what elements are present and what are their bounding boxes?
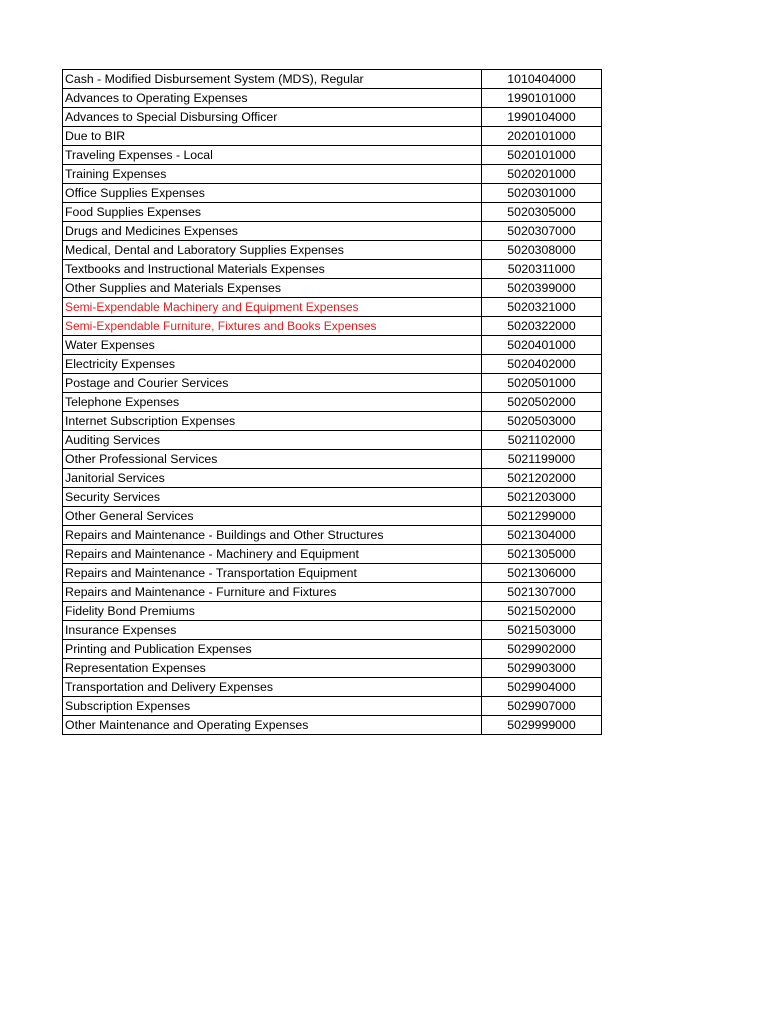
account-code-cell: 5020402000 xyxy=(482,355,602,374)
account-name-cell: Printing and Publication Expenses xyxy=(63,640,482,659)
account-code-cell: 5020401000 xyxy=(482,336,602,355)
account-name-cell: Electricity Expenses xyxy=(63,355,482,374)
table-row xyxy=(63,89,602,108)
account-code-cell: 5021307000 xyxy=(482,583,602,602)
account-code-cell: 5029903000 xyxy=(482,659,602,678)
table-row xyxy=(63,450,602,469)
account-name-cell: Representation Expenses xyxy=(63,659,482,678)
account-code-cell: 5020502000 xyxy=(482,393,602,412)
account-code-cell: 5020501000 xyxy=(482,374,602,393)
table-row xyxy=(63,640,602,659)
table-row xyxy=(63,127,602,146)
table-row xyxy=(63,469,602,488)
account-code-cell: 5021203000 xyxy=(482,488,602,507)
account-code-cell: 5021304000 xyxy=(482,526,602,545)
account-name-cell: Subscription Expenses xyxy=(63,697,482,716)
table-row xyxy=(63,184,602,203)
account-code-table-body xyxy=(63,70,602,735)
account-name-cell: Other Professional Services xyxy=(63,450,482,469)
account-name-cell: Internet Subscription Expenses xyxy=(63,412,482,431)
table-row xyxy=(63,678,602,697)
account-code-cell: 5020503000 xyxy=(482,412,602,431)
account-code-cell: 5021306000 xyxy=(482,564,602,583)
account-code-table xyxy=(62,69,602,735)
table-row xyxy=(63,279,602,298)
account-name-cell: Transportation and Delivery Expenses xyxy=(63,678,482,697)
table-row xyxy=(63,298,602,317)
account-name-cell: Semi-Expendable Furniture, Fixtures and Books Expenses xyxy=(63,317,482,336)
table-row xyxy=(63,507,602,526)
account-name-cell: Due to BIR xyxy=(63,127,482,146)
account-name-cell: Other Maintenance and Operating Expenses xyxy=(63,716,482,735)
table-row xyxy=(63,203,602,222)
account-code-cell: 5021305000 xyxy=(482,545,602,564)
table-row xyxy=(63,526,602,545)
account-code-cell: 1010404000 xyxy=(482,70,602,89)
table-row xyxy=(63,317,602,336)
account-code-cell: 5020301000 xyxy=(482,184,602,203)
table-row xyxy=(63,621,602,640)
account-name-cell: Drugs and Medicines Expenses xyxy=(63,222,482,241)
table-row xyxy=(63,602,602,621)
account-code-cell: 5021503000 xyxy=(482,621,602,640)
account-name-cell: Office Supplies Expenses xyxy=(63,184,482,203)
table-row xyxy=(63,412,602,431)
account-code-cell: 5029999000 xyxy=(482,716,602,735)
account-name-cell: Other General Services xyxy=(63,507,482,526)
account-code-cell: 5020322000 xyxy=(482,317,602,336)
table-row xyxy=(63,697,602,716)
account-code-cell: 5029902000 xyxy=(482,640,602,659)
account-name-cell: Cash - Modified Disbursement System (MDS), Regular xyxy=(63,70,482,89)
account-code-cell: 5020321000 xyxy=(482,298,602,317)
account-code-cell: 2020101000 xyxy=(482,127,602,146)
account-name-cell: Water Expenses xyxy=(63,336,482,355)
table-row xyxy=(63,260,602,279)
account-name-cell: Advances to Special Disbursing Officer xyxy=(63,108,482,127)
account-name-cell: Janitorial Services xyxy=(63,469,482,488)
account-code-cell: 5020101000 xyxy=(482,146,602,165)
table-row xyxy=(63,488,602,507)
table-row xyxy=(63,146,602,165)
account-name-cell: Semi-Expendable Machinery and Equipment Expenses xyxy=(63,298,482,317)
account-name-cell: Traveling Expenses - Local xyxy=(63,146,482,165)
table-row xyxy=(63,393,602,412)
table-row xyxy=(63,716,602,735)
account-code-cell: 1990101000 xyxy=(482,89,602,108)
account-name-cell: Repairs and Maintenance - Machinery and Equipment xyxy=(63,545,482,564)
account-name-cell: Telephone Expenses xyxy=(63,393,482,412)
account-name-cell: Repairs and Maintenance - Transportation Equipment xyxy=(63,564,482,583)
account-code-cell: 5021199000 xyxy=(482,450,602,469)
account-name-cell: Training Expenses xyxy=(63,165,482,184)
table-row xyxy=(63,108,602,127)
account-code-cell: 5021102000 xyxy=(482,431,602,450)
account-name-cell: Postage and Courier Services xyxy=(63,374,482,393)
account-name-cell: Auditing Services xyxy=(63,431,482,450)
table-row xyxy=(63,431,602,450)
table-row xyxy=(63,336,602,355)
account-code-cell: 5021202000 xyxy=(482,469,602,488)
table-row xyxy=(63,659,602,678)
account-name-cell: Food Supplies Expenses xyxy=(63,203,482,222)
table-row xyxy=(63,545,602,564)
account-name-cell: Medical, Dental and Laboratory Supplies Expenses xyxy=(63,241,482,260)
table-row xyxy=(63,355,602,374)
table-row xyxy=(63,165,602,184)
account-name-cell: Security Services xyxy=(63,488,482,507)
account-code-cell: 1990104000 xyxy=(482,108,602,127)
account-code-cell: 5020307000 xyxy=(482,222,602,241)
account-code-cell: 5020201000 xyxy=(482,165,602,184)
account-name-cell: Insurance Expenses xyxy=(63,621,482,640)
account-code-cell: 5020311000 xyxy=(482,260,602,279)
account-code-cell: 5020308000 xyxy=(482,241,602,260)
account-code-cell: 5029907000 xyxy=(482,697,602,716)
account-name-cell: Other Supplies and Materials Expenses xyxy=(63,279,482,298)
table-row xyxy=(63,222,602,241)
account-code-cell: 5021299000 xyxy=(482,507,602,526)
account-code-cell: 5029904000 xyxy=(482,678,602,697)
account-code-cell: 5020305000 xyxy=(482,203,602,222)
account-code-cell: 5020399000 xyxy=(482,279,602,298)
table-row xyxy=(63,374,602,393)
table-row xyxy=(63,583,602,602)
account-code-cell: 5021502000 xyxy=(482,602,602,621)
table-row xyxy=(63,564,602,583)
account-name-cell: Textbooks and Instructional Materials Expenses xyxy=(63,260,482,279)
account-name-cell: Repairs and Maintenance - Furniture and Fixtures xyxy=(63,583,482,602)
account-name-cell: Advances to Operating Expenses xyxy=(63,89,482,108)
account-name-cell: Repairs and Maintenance - Buildings and Other Structures xyxy=(63,526,482,545)
table-row xyxy=(63,241,602,260)
account-name-cell: Fidelity Bond Premiums xyxy=(63,602,482,621)
table-row xyxy=(63,70,602,89)
